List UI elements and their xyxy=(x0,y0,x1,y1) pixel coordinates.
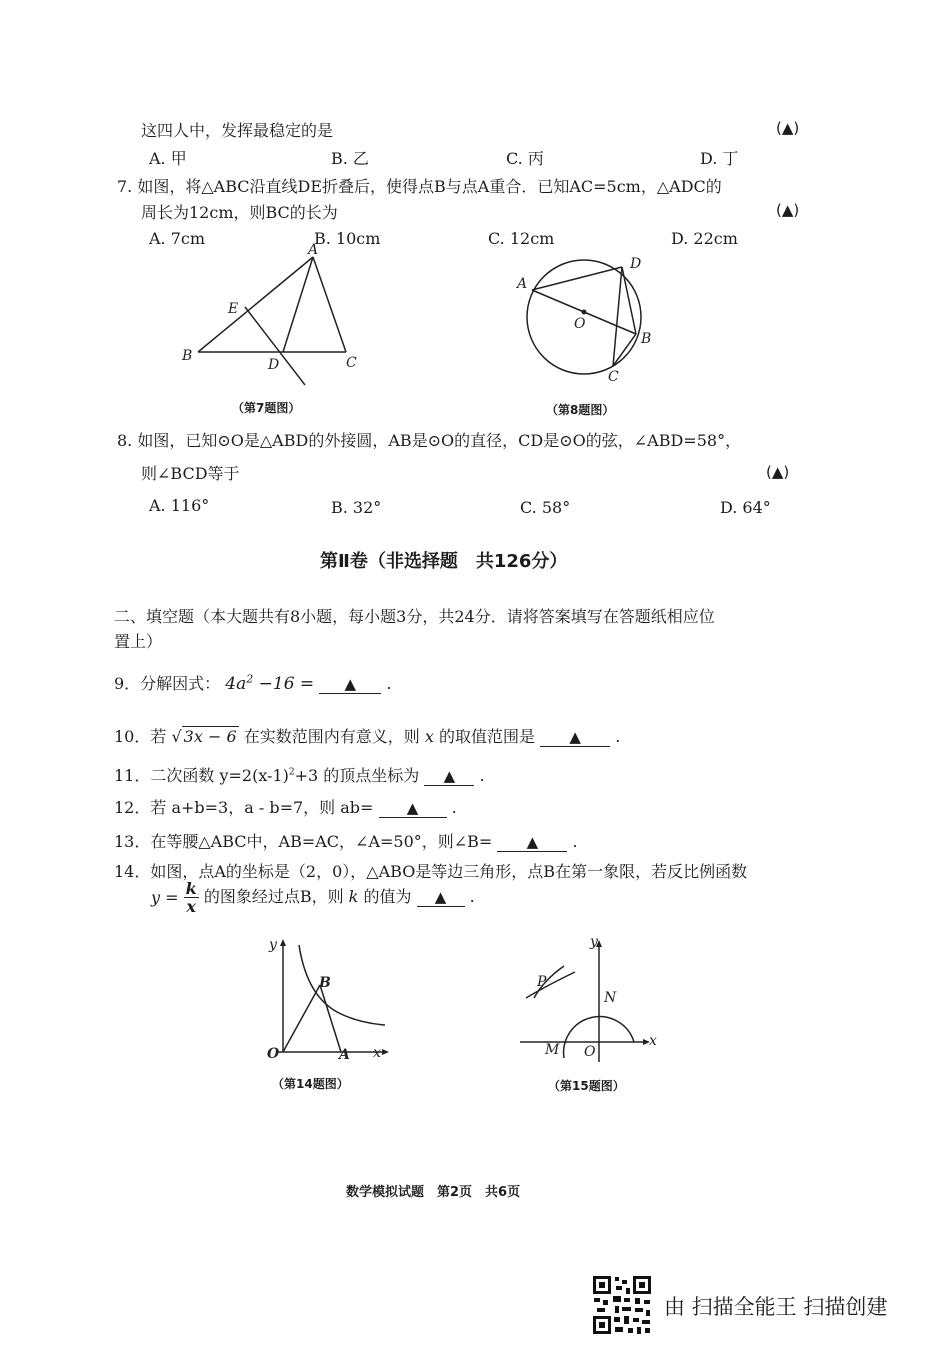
q12-period: . xyxy=(451,798,457,817)
q14-answer-blank[interactable]: ▲ xyxy=(417,888,465,907)
q7-option-c: C. 12cm xyxy=(488,229,555,248)
q10-suffix: 的取值范围是 xyxy=(438,727,535,746)
fig7-segment-ad xyxy=(283,257,313,352)
q14-variable-k: k xyxy=(348,887,359,906)
fig8-caption: （第8题图） xyxy=(546,403,615,417)
fig8-label-c: C xyxy=(608,369,619,385)
q10-period: . xyxy=(615,727,621,746)
q9 xyxy=(114,671,391,694)
fig14-label-o: O xyxy=(267,1046,280,1062)
q11-answer-blank[interactable]: ▲ xyxy=(424,767,474,786)
fig15-caption: （第15题图） xyxy=(548,1079,625,1093)
q12 xyxy=(114,795,457,818)
q7-option-d: D. 22cm xyxy=(671,229,738,248)
q13-period: . xyxy=(572,832,578,851)
q10-mid: 在实数范围内有意义，则 xyxy=(243,727,420,746)
fig7-caption: （第7题图） xyxy=(232,401,301,415)
figure-15 xyxy=(510,930,660,1070)
fig7-side-ac xyxy=(313,257,346,352)
q9-expression: $4a^2 -16$ = xyxy=(225,672,315,694)
q8-option-d: D. 64° xyxy=(720,498,771,517)
fig14-side-ba xyxy=(320,985,341,1052)
section2-title: 第Ⅱ卷（非选择题 共126分） xyxy=(320,551,568,572)
fig8-label-a: A xyxy=(517,276,528,292)
fig8-label-b: B xyxy=(641,331,652,347)
fig8-label-o: O xyxy=(574,316,586,332)
fig15-label-x: x xyxy=(649,1033,657,1049)
page-footer: 数学模拟试题 第2页 共6页 xyxy=(346,1185,521,1200)
q12-prefix: 12．若 a+b=3，a - b=7，则 ab= xyxy=(114,798,374,817)
q13 xyxy=(114,829,578,852)
q14-line1: 14．如图，点A的坐标是（2，0），△ABO是等边三角形，点B在第一象限，若反比例函数 xyxy=(114,862,748,881)
q7-answer-mark: (▲) xyxy=(776,201,800,219)
q14-period: . xyxy=(469,887,475,906)
q8-option-a: A. 116° xyxy=(149,496,210,515)
q6-answer-mark: (▲) xyxy=(776,119,800,137)
q8-stem-line1: 8. 如图，已知⊙O是△ABD的外接圆，AB是⊙O的直径，CD是⊙O的弦，∠ABD=58°， xyxy=(117,431,742,450)
q6-stem: 这四人中，发挥最稳定的是 xyxy=(141,121,334,140)
q11-suffix: +3 的顶点坐标为 xyxy=(294,766,420,785)
q8-option-c: C. 58° xyxy=(520,498,571,517)
fig7-label-c: C xyxy=(346,355,357,371)
fig14-hyperbola xyxy=(299,945,385,1025)
qr-code-icon xyxy=(591,1274,653,1336)
q6-option-a: A. 甲 xyxy=(149,149,187,168)
fill-header-line1: 二、填空题（本大题共有8小题，每小题3分，共24分．请将答案填写在答题纸相应位 xyxy=(114,607,715,626)
fig8-label-d: D xyxy=(630,256,642,272)
fig15-label-m: M xyxy=(545,1042,560,1058)
q10 xyxy=(114,724,620,747)
q14-function: y = $\frac{k}{x}$ xyxy=(151,879,197,916)
q14-suffix: 的图象经过点B，则 xyxy=(203,887,344,906)
fig8-center-point xyxy=(582,310,587,315)
q13-answer-blank[interactable]: ▲ xyxy=(497,833,567,852)
fig15-label-o: O xyxy=(584,1044,596,1060)
q13-prefix: 13．在等腰△ABC中，AB=AC，∠A=50°，则∠B= xyxy=(114,832,493,851)
q8-stem-line2: 则∠BCD等于 xyxy=(141,464,240,483)
fig7-label-a: A xyxy=(308,242,319,258)
q9-period: . xyxy=(386,674,392,693)
q7-option-b: B. 10cm xyxy=(314,229,381,248)
q11-exponent: 2 xyxy=(288,767,295,778)
fig8-chord-ad xyxy=(532,267,622,290)
q10-prefix: 10．若 xyxy=(114,727,167,746)
figure-14 xyxy=(255,935,395,1070)
q10-answer-blank[interactable]: ▲ xyxy=(540,728,610,747)
fig15-label-p: P xyxy=(537,974,547,990)
fig14-y-arrow xyxy=(280,939,286,946)
fig14-label-x: x xyxy=(373,1045,381,1061)
figure-8 xyxy=(510,250,670,390)
fig14-side-ob xyxy=(283,985,320,1052)
fig8-chord-db xyxy=(622,267,636,334)
q6-option-c: C. 丙 xyxy=(506,149,544,168)
fig15-label-n: N xyxy=(604,990,617,1006)
fig14-label-b: B xyxy=(319,975,331,991)
q9-prefix: 9．分解因式： xyxy=(114,674,221,693)
fig15-arc-p1 xyxy=(526,972,575,998)
q8-answer-mark: (▲) xyxy=(766,463,790,481)
fig8-chord-cd xyxy=(613,267,622,366)
q10-variable-x: x xyxy=(424,727,434,746)
fig8-chord-bc xyxy=(613,334,636,366)
fig14-x-arrow xyxy=(382,1049,389,1055)
q7-stem-line2: 周长为12cm，则BC的长为 xyxy=(141,203,338,222)
q11-period: . xyxy=(479,766,485,785)
q8-option-b: B. 32° xyxy=(331,498,382,517)
fig15-label-y: y xyxy=(590,934,598,950)
q6-option-b: B. 乙 xyxy=(331,149,369,168)
fig14-label-y: y xyxy=(269,937,277,953)
fig7-side-ba xyxy=(198,257,313,352)
q14-line2 xyxy=(151,880,475,915)
q6-option-d: D. 丁 xyxy=(700,149,739,168)
q7-option-a: A. 7cm xyxy=(149,229,206,248)
q12-answer-blank[interactable]: ▲ xyxy=(379,799,447,818)
fig7-fold-line-de xyxy=(245,307,305,385)
q10-radical: √ 3x − 6 xyxy=(171,727,237,746)
q11-prefix: 11．二次函数 y=2(x-1) xyxy=(114,766,289,785)
fig7-label-b: B xyxy=(182,348,193,364)
q11 xyxy=(114,763,485,786)
q9-answer-blank[interactable]: ▲ xyxy=(319,675,381,694)
fig7-label-e: E xyxy=(228,301,239,317)
fig14-caption: （第14题图） xyxy=(272,1077,349,1091)
q14-suffix2: 的值为 xyxy=(363,887,412,906)
figure-7 xyxy=(170,242,370,395)
q7-stem-line1: 7. 如图，将△ABC沿直线DE折叠后，使得点B与点A重合．已知AC=5cm，△ADC的 xyxy=(117,177,722,196)
scanner-watermark-text: 由 扫描全能王 扫描创建 xyxy=(664,1295,888,1319)
fill-header-line2: 置上） xyxy=(114,632,163,651)
fig7-label-d: D xyxy=(268,357,280,373)
fig14-label-a: A xyxy=(339,1047,350,1063)
